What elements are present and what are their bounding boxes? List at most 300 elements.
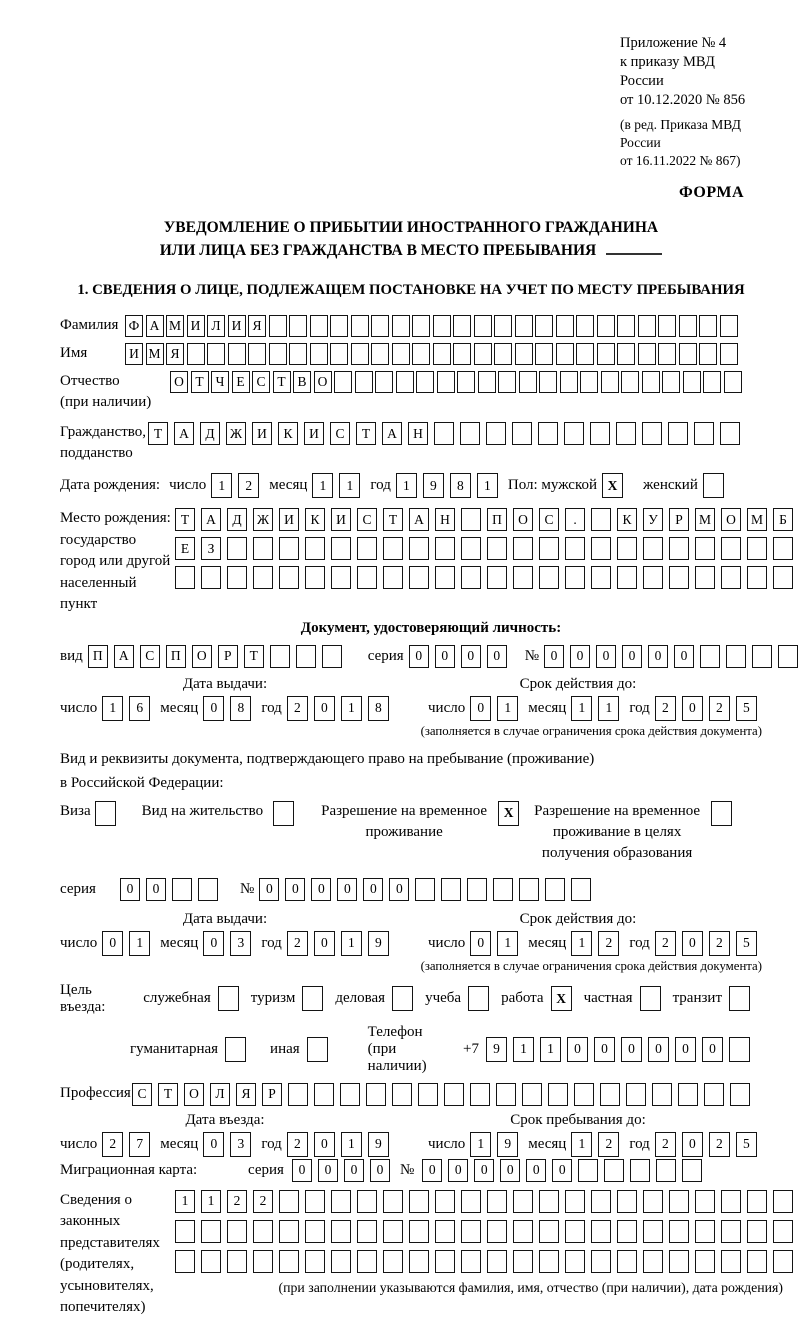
char-box[interactable] — [668, 422, 688, 445]
char-box[interactable]: И — [187, 315, 205, 337]
char-box[interactable] — [604, 1159, 624, 1182]
char-box[interactable]: 2 — [287, 1132, 308, 1157]
char-box[interactable]: О — [721, 508, 741, 531]
char-box[interactable]: Ж — [253, 508, 273, 531]
char-box[interactable]: 0 — [682, 1132, 703, 1157]
char-box[interactable] — [487, 1250, 507, 1273]
char-box[interactable] — [409, 1220, 429, 1243]
char-box[interactable]: К — [305, 508, 325, 531]
char-box[interactable] — [694, 422, 714, 445]
char-box[interactable] — [441, 878, 461, 901]
char-box[interactable]: 1 — [175, 1190, 195, 1213]
char-box[interactable] — [330, 315, 348, 337]
char-box[interactable] — [270, 645, 290, 668]
char-box[interactable]: Т — [356, 422, 376, 445]
char-box[interactable] — [565, 1250, 585, 1273]
char-box[interactable]: 0 — [314, 1132, 335, 1157]
char-box[interactable]: 0 — [285, 878, 305, 901]
char-box[interactable] — [773, 1220, 793, 1243]
char-box[interactable]: Е — [175, 537, 195, 560]
char-box[interactable]: 8 — [230, 696, 251, 721]
char-box[interactable] — [600, 1083, 620, 1106]
char-box[interactable] — [591, 566, 611, 589]
char-box[interactable] — [305, 1220, 325, 1243]
char-box[interactable]: 0 — [487, 645, 507, 668]
char-box[interactable]: 0 — [526, 1159, 546, 1182]
char-box[interactable] — [453, 315, 471, 337]
char-box[interactable]: 0 — [570, 645, 590, 668]
char-box[interactable]: 1 — [312, 473, 333, 498]
char-box[interactable] — [678, 1083, 698, 1106]
char-box[interactable] — [307, 1037, 328, 1062]
char-box[interactable] — [724, 371, 742, 393]
char-box[interactable]: 1 — [598, 696, 619, 721]
char-box[interactable]: Д — [227, 508, 247, 531]
char-box[interactable] — [729, 986, 750, 1011]
char-box[interactable] — [565, 1220, 585, 1243]
char-box[interactable] — [248, 343, 266, 365]
char-box[interactable] — [383, 1220, 403, 1243]
char-box[interactable] — [375, 371, 393, 393]
char-box[interactable]: 1 — [540, 1037, 561, 1062]
char-box[interactable] — [640, 986, 661, 1011]
char-box[interactable]: 2 — [598, 931, 619, 956]
char-box[interactable]: 2 — [709, 696, 730, 721]
char-box[interactable] — [305, 1250, 325, 1273]
char-box[interactable]: М — [747, 508, 767, 531]
char-box[interactable]: 2 — [709, 1132, 730, 1157]
char-box[interactable] — [172, 878, 192, 901]
char-box[interactable] — [355, 371, 373, 393]
char-box[interactable] — [228, 343, 246, 365]
char-box[interactable] — [560, 371, 578, 393]
char-box[interactable]: С — [252, 371, 270, 393]
char-box[interactable]: И — [331, 508, 351, 531]
char-box[interactable]: А — [146, 315, 164, 337]
char-box[interactable]: 1 — [513, 1037, 534, 1062]
char-box[interactable] — [513, 1220, 533, 1243]
char-box[interactable]: 1 — [211, 473, 232, 498]
char-box[interactable] — [175, 1220, 195, 1243]
char-box[interactable] — [351, 343, 369, 365]
char-box[interactable] — [695, 537, 715, 560]
char-box[interactable] — [371, 315, 389, 337]
char-box[interactable] — [682, 1159, 702, 1182]
char-box[interactable] — [457, 371, 475, 393]
char-box[interactable] — [773, 537, 793, 560]
char-box[interactable] — [720, 343, 738, 365]
char-box[interactable] — [658, 343, 676, 365]
char-box[interactable]: 2 — [709, 931, 730, 956]
char-box[interactable]: Ф — [125, 315, 143, 337]
char-box[interactable]: 2 — [598, 1132, 619, 1157]
char-box[interactable] — [638, 343, 656, 365]
char-box[interactable] — [383, 1190, 403, 1213]
char-box[interactable] — [617, 1190, 637, 1213]
char-box[interactable] — [699, 343, 717, 365]
char-box[interactable]: Т — [148, 422, 168, 445]
char-box[interactable]: Д — [200, 422, 220, 445]
char-box[interactable] — [535, 315, 553, 337]
char-box[interactable] — [621, 371, 639, 393]
char-box[interactable] — [330, 343, 348, 365]
char-box[interactable] — [310, 315, 328, 337]
char-box[interactable] — [669, 1190, 689, 1213]
char-box[interactable]: 1 — [341, 1132, 362, 1157]
char-box[interactable] — [578, 1159, 598, 1182]
char-box[interactable] — [721, 1220, 741, 1243]
char-box[interactable]: 0 — [389, 878, 409, 901]
char-box[interactable] — [591, 1250, 611, 1273]
char-box[interactable]: О — [513, 508, 533, 531]
char-box[interactable]: 0 — [621, 1037, 642, 1062]
char-box[interactable]: Р — [262, 1083, 282, 1106]
char-box[interactable] — [548, 1083, 568, 1106]
char-box[interactable] — [695, 566, 715, 589]
char-box[interactable] — [642, 371, 660, 393]
char-box[interactable]: А — [174, 422, 194, 445]
char-box[interactable]: 0 — [544, 645, 564, 668]
char-box[interactable] — [409, 1250, 429, 1273]
char-box[interactable] — [590, 422, 610, 445]
char-box[interactable]: X — [602, 473, 623, 498]
char-box[interactable]: 9 — [497, 1132, 518, 1157]
char-box[interactable]: . — [565, 508, 585, 531]
char-box[interactable]: 0 — [311, 878, 331, 901]
char-box[interactable] — [331, 537, 351, 560]
char-box[interactable]: Ч — [211, 371, 229, 393]
char-box[interactable] — [747, 1190, 767, 1213]
char-box[interactable]: С — [330, 422, 350, 445]
char-box[interactable]: П — [166, 645, 186, 668]
char-box[interactable] — [747, 1250, 767, 1273]
char-box[interactable] — [461, 566, 481, 589]
char-box[interactable]: Ж — [226, 422, 246, 445]
char-box[interactable] — [652, 1083, 672, 1106]
char-box[interactable] — [409, 566, 429, 589]
char-box[interactable]: О — [170, 371, 188, 393]
char-box[interactable] — [218, 986, 239, 1011]
char-box[interactable] — [296, 645, 316, 668]
char-box[interactable] — [679, 315, 697, 337]
char-box[interactable] — [412, 315, 430, 337]
char-box[interactable]: Т — [273, 371, 291, 393]
char-box[interactable]: 0 — [648, 1037, 669, 1062]
char-box[interactable] — [773, 1190, 793, 1213]
char-box[interactable] — [513, 566, 533, 589]
char-box[interactable]: 0 — [470, 931, 491, 956]
char-box[interactable]: 2 — [227, 1190, 247, 1213]
char-box[interactable] — [201, 566, 221, 589]
char-box[interactable] — [460, 422, 480, 445]
char-box[interactable]: 2 — [253, 1190, 273, 1213]
char-box[interactable] — [617, 1220, 637, 1243]
char-box[interactable]: С — [132, 1083, 152, 1106]
char-box[interactable]: 0 — [409, 645, 429, 668]
char-box[interactable] — [571, 878, 591, 901]
char-box[interactable] — [642, 422, 662, 445]
char-box[interactable]: 9 — [423, 473, 444, 498]
char-box[interactable] — [435, 1190, 455, 1213]
char-box[interactable] — [658, 315, 676, 337]
char-box[interactable]: 2 — [238, 473, 259, 498]
char-box[interactable] — [357, 537, 377, 560]
char-box[interactable] — [305, 566, 325, 589]
char-box[interactable] — [383, 1250, 403, 1273]
char-box[interactable] — [487, 566, 507, 589]
char-box[interactable] — [253, 566, 273, 589]
char-box[interactable]: 1 — [497, 931, 518, 956]
char-box[interactable] — [778, 645, 798, 668]
char-box[interactable] — [519, 371, 537, 393]
char-box[interactable]: З — [201, 537, 221, 560]
char-box[interactable]: И — [125, 343, 143, 365]
char-box[interactable] — [331, 566, 351, 589]
char-box[interactable]: Л — [207, 315, 225, 337]
char-box[interactable] — [700, 645, 720, 668]
char-box[interactable] — [392, 315, 410, 337]
char-box[interactable] — [187, 343, 205, 365]
char-box[interactable] — [383, 566, 403, 589]
char-box[interactable] — [470, 1083, 490, 1106]
char-box[interactable] — [253, 1220, 273, 1243]
char-box[interactable] — [331, 1190, 351, 1213]
char-box[interactable]: А — [409, 508, 429, 531]
char-box[interactable] — [515, 343, 533, 365]
char-box[interactable] — [95, 801, 116, 826]
char-box[interactable] — [279, 1220, 299, 1243]
char-box[interactable]: Н — [408, 422, 428, 445]
char-box[interactable] — [175, 1250, 195, 1273]
char-box[interactable]: А — [114, 645, 134, 668]
char-box[interactable] — [435, 566, 455, 589]
char-box[interactable]: 0 — [422, 1159, 442, 1182]
char-box[interactable]: 5 — [736, 1132, 757, 1157]
char-box[interactable] — [617, 537, 637, 560]
char-box[interactable]: 0 — [682, 931, 703, 956]
char-box[interactable]: 1 — [396, 473, 417, 498]
char-box[interactable] — [435, 537, 455, 560]
char-box[interactable] — [522, 1083, 542, 1106]
char-box[interactable] — [556, 315, 574, 337]
char-box[interactable] — [703, 473, 724, 498]
char-box[interactable] — [322, 645, 342, 668]
char-box[interactable]: 1 — [129, 931, 150, 956]
char-box[interactable]: 2 — [655, 1132, 676, 1157]
char-box[interactable] — [699, 315, 717, 337]
char-box[interactable] — [331, 1250, 351, 1273]
char-box[interactable] — [253, 1250, 273, 1273]
char-box[interactable] — [617, 315, 635, 337]
char-box[interactable] — [357, 1190, 377, 1213]
char-box[interactable]: 0 — [344, 1159, 364, 1182]
char-box[interactable]: 0 — [318, 1159, 338, 1182]
char-box[interactable] — [227, 1220, 247, 1243]
char-box[interactable] — [340, 1083, 360, 1106]
char-box[interactable] — [726, 645, 746, 668]
char-box[interactable] — [412, 343, 430, 365]
char-box[interactable] — [461, 1250, 481, 1273]
char-box[interactable] — [720, 315, 738, 337]
char-box[interactable]: 0 — [363, 878, 383, 901]
char-box[interactable]: Н — [435, 508, 455, 531]
char-box[interactable] — [478, 371, 496, 393]
char-box[interactable] — [434, 422, 454, 445]
char-box[interactable] — [695, 1190, 715, 1213]
char-box[interactable]: А — [382, 422, 402, 445]
char-box[interactable]: О — [192, 645, 212, 668]
char-box[interactable]: И — [228, 315, 246, 337]
char-box[interactable]: 0 — [470, 696, 491, 721]
char-box[interactable]: И — [304, 422, 324, 445]
char-box[interactable]: 2 — [655, 931, 676, 956]
char-box[interactable]: 2 — [655, 696, 676, 721]
char-box[interactable]: 2 — [287, 696, 308, 721]
char-box[interactable] — [513, 1250, 533, 1273]
char-box[interactable] — [225, 1037, 246, 1062]
char-box[interactable] — [721, 566, 741, 589]
char-box[interactable] — [711, 801, 732, 826]
char-box[interactable] — [357, 566, 377, 589]
char-box[interactable] — [331, 1220, 351, 1243]
char-box[interactable] — [535, 343, 553, 365]
char-box[interactable] — [289, 343, 307, 365]
char-box[interactable]: 8 — [450, 473, 471, 498]
char-box[interactable] — [467, 878, 487, 901]
char-box[interactable] — [453, 343, 471, 365]
char-box[interactable] — [730, 1083, 750, 1106]
char-box[interactable]: 0 — [474, 1159, 494, 1182]
char-box[interactable] — [437, 371, 455, 393]
char-box[interactable] — [669, 537, 689, 560]
char-box[interactable] — [580, 371, 598, 393]
char-box[interactable] — [409, 1190, 429, 1213]
char-box[interactable] — [565, 537, 585, 560]
char-box[interactable] — [288, 1083, 308, 1106]
char-box[interactable] — [416, 371, 434, 393]
char-box[interactable] — [227, 537, 247, 560]
char-box[interactable]: 5 — [736, 696, 757, 721]
char-box[interactable]: Я — [248, 315, 266, 337]
char-box[interactable] — [703, 371, 721, 393]
char-box[interactable]: 0 — [675, 1037, 696, 1062]
char-box[interactable] — [656, 1159, 676, 1182]
char-box[interactable] — [392, 1083, 412, 1106]
char-box[interactable]: Л — [210, 1083, 230, 1106]
char-box[interactable] — [418, 1083, 438, 1106]
char-box[interactable]: X — [551, 986, 572, 1011]
char-box[interactable] — [357, 1220, 377, 1243]
char-box[interactable]: 0 — [461, 645, 481, 668]
char-box[interactable]: К — [278, 422, 298, 445]
char-box[interactable]: 9 — [368, 1132, 389, 1157]
char-box[interactable] — [433, 315, 451, 337]
char-box[interactable] — [773, 1250, 793, 1273]
char-box[interactable] — [704, 1083, 724, 1106]
char-box[interactable] — [752, 645, 772, 668]
char-box[interactable]: 0 — [596, 645, 616, 668]
char-box[interactable]: 0 — [259, 878, 279, 901]
char-box[interactable] — [227, 566, 247, 589]
char-box[interactable] — [487, 1190, 507, 1213]
char-box[interactable] — [435, 1250, 455, 1273]
char-box[interactable]: 9 — [486, 1037, 507, 1062]
char-box[interactable] — [683, 371, 701, 393]
char-box[interactable] — [545, 878, 565, 901]
char-box[interactable] — [617, 1250, 637, 1273]
char-box[interactable]: Я — [166, 343, 184, 365]
char-box[interactable] — [435, 1220, 455, 1243]
char-box[interactable] — [207, 343, 225, 365]
char-box[interactable]: А — [201, 508, 221, 531]
char-box[interactable] — [357, 1250, 377, 1273]
char-box[interactable] — [643, 1190, 663, 1213]
char-box[interactable]: 1 — [102, 696, 123, 721]
char-box[interactable] — [591, 1220, 611, 1243]
char-box[interactable] — [396, 371, 414, 393]
char-box[interactable] — [638, 315, 656, 337]
char-box[interactable] — [721, 1250, 741, 1273]
char-box[interactable]: 5 — [736, 931, 757, 956]
char-box[interactable]: 1 — [497, 696, 518, 721]
char-box[interactable] — [486, 422, 506, 445]
char-box[interactable] — [461, 537, 481, 560]
char-box[interactable] — [201, 1220, 221, 1243]
char-box[interactable]: И — [252, 422, 272, 445]
char-box[interactable] — [487, 537, 507, 560]
char-box[interactable] — [269, 343, 287, 365]
char-box[interactable] — [539, 1190, 559, 1213]
char-box[interactable]: 1 — [571, 1132, 592, 1157]
char-box[interactable]: 3 — [230, 931, 251, 956]
char-box[interactable]: Е — [232, 371, 250, 393]
char-box[interactable] — [383, 537, 403, 560]
char-box[interactable]: М — [166, 315, 184, 337]
char-box[interactable] — [279, 537, 299, 560]
char-box[interactable]: О — [184, 1083, 204, 1106]
char-box[interactable] — [556, 343, 574, 365]
char-box[interactable] — [461, 1190, 481, 1213]
char-box[interactable]: 6 — [129, 696, 150, 721]
char-box[interactable] — [565, 1190, 585, 1213]
char-box[interactable] — [747, 537, 767, 560]
char-box[interactable]: Т — [191, 371, 209, 393]
char-box[interactable] — [721, 537, 741, 560]
char-box[interactable]: 0 — [702, 1037, 723, 1062]
char-box[interactable]: 0 — [552, 1159, 572, 1182]
char-box[interactable] — [617, 566, 637, 589]
char-box[interactable] — [366, 1083, 386, 1106]
char-box[interactable]: 0 — [292, 1159, 312, 1182]
char-box[interactable]: О — [314, 371, 332, 393]
char-box[interactable] — [279, 566, 299, 589]
char-box[interactable] — [643, 537, 663, 560]
char-box[interactable] — [695, 1250, 715, 1273]
char-box[interactable] — [433, 343, 451, 365]
char-box[interactable]: М — [146, 343, 164, 365]
char-box[interactable]: 1 — [571, 931, 592, 956]
char-box[interactable] — [601, 371, 619, 393]
char-box[interactable]: И — [279, 508, 299, 531]
char-box[interactable]: 0 — [314, 696, 335, 721]
char-box[interactable] — [747, 566, 767, 589]
char-box[interactable] — [314, 1083, 334, 1106]
char-box[interactable] — [539, 371, 557, 393]
char-box[interactable]: 0 — [435, 645, 455, 668]
char-box[interactable] — [539, 1220, 559, 1243]
char-box[interactable]: М — [695, 508, 715, 531]
char-box[interactable]: 1 — [477, 473, 498, 498]
